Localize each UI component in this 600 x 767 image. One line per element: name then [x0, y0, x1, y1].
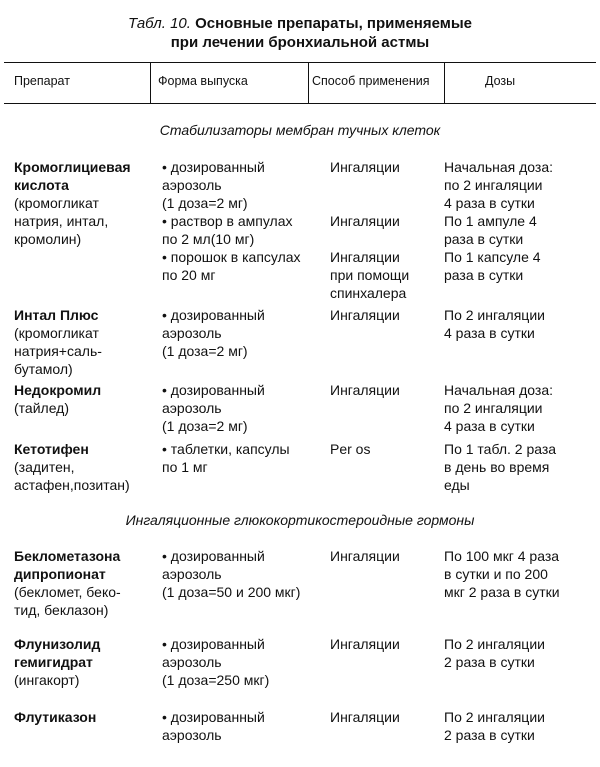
drug-cell — [14, 635, 100, 689]
form-line: • порошок в капсулах — [162, 248, 301, 266]
method-cell: Ингаляции — [330, 636, 400, 652]
form-line: • дозированный — [162, 158, 301, 176]
method-cell: Ингаляции — [330, 159, 400, 175]
dose-cell — [444, 158, 553, 212]
form-line: аэрозоль — [162, 400, 222, 416]
drug-name: кислота — [14, 177, 69, 193]
form-line: • таблетки, капсулы — [162, 440, 290, 458]
form-cell — [162, 440, 290, 476]
drug-synonyms: астафен,позитан) — [14, 477, 130, 493]
header-top-rule — [4, 62, 596, 63]
drug-cell — [14, 306, 102, 378]
drug-cell — [14, 708, 96, 726]
form-cell — [162, 547, 300, 601]
header-separator — [308, 63, 309, 103]
section-heading-corticosteroids: Ингаляционные глюкокортикостероидные гормоны — [125, 512, 475, 528]
form-line: по 1 мг — [162, 459, 208, 475]
dose-cell — [444, 547, 560, 601]
method-cell: Ингаляции — [330, 382, 400, 398]
form-line: аэрозоль — [162, 325, 222, 341]
dose-line: 2 раза в сутки — [444, 654, 535, 670]
dose-cell — [444, 212, 537, 248]
method-cell: Ингаляции — [330, 709, 400, 725]
table-title-line2: при лечении бронхиальной астмы — [170, 34, 430, 51]
drug-name: дипропионат — [14, 566, 106, 582]
dose-line: По 1 ампуле 4 — [444, 213, 537, 229]
table-title — [0, 14, 600, 52]
header-method: Способ применения — [312, 74, 430, 88]
drug-synonyms: (задитен, — [14, 459, 75, 475]
drug-synonyms: кромолин) — [14, 231, 82, 247]
form-line: • дозированный — [162, 381, 265, 399]
dose-line: Начальная доза: — [444, 159, 554, 175]
method-line: спинхалера — [330, 285, 407, 301]
method-cell: Ингаляции — [330, 213, 400, 229]
form-line: по 2 мл(10 мг) — [162, 231, 255, 247]
drug-synonyms: натрия+саль- — [14, 343, 102, 359]
form-line: • дозированный — [162, 306, 265, 324]
header-form: Форма выпуска — [158, 74, 248, 88]
section-heading-mast-cell: Стабилизаторы мембран тучных клеток — [159, 122, 441, 138]
dose-line: в день во время — [444, 459, 550, 475]
header-separator — [444, 63, 445, 103]
form-line: (1 доза=2 мг) — [162, 195, 248, 211]
dose-cell — [444, 248, 541, 284]
drug-synonyms: (кромогликат — [14, 325, 99, 341]
drug-cell — [14, 547, 121, 619]
dose-line: Начальная доза: — [444, 382, 554, 398]
drug-name: Кетотифен — [14, 441, 89, 457]
form-cell — [162, 381, 265, 435]
drug-cell — [14, 440, 130, 494]
method-cell: Ингаляции — [330, 307, 400, 323]
form-line: по 20 мг — [162, 267, 216, 283]
form-cell — [162, 708, 265, 744]
table-number: Табл. 10. — [128, 15, 191, 32]
form-line: • дозированный — [162, 635, 269, 653]
table-title-line1: Основные препараты, применяемые — [195, 15, 472, 32]
header-separator — [150, 63, 151, 103]
form-line: аэрозоль — [162, 654, 222, 670]
dose-cell — [444, 381, 553, 435]
drug-name: Флутиказон — [14, 709, 97, 725]
form-cell — [162, 158, 301, 284]
form-line: (1 доза=250 мкг) — [162, 672, 270, 688]
dose-line: 2 раза в сутки — [444, 727, 535, 743]
header-dose: Дозы — [485, 74, 516, 88]
dose-line: еды — [444, 477, 470, 493]
dose-cell — [444, 635, 545, 671]
form-line: аэрозоль — [162, 727, 222, 743]
form-cell — [162, 635, 269, 689]
drug-synonyms: (бекломет, беко- — [14, 584, 121, 600]
dose-line: раза в сутки — [444, 267, 524, 283]
dose-line: мкг 2 раза в сутки — [444, 584, 560, 600]
drug-name: Беклометазона — [14, 548, 121, 564]
header-drug: Препарат — [14, 74, 70, 88]
drug-synonyms: (тайлед) — [14, 400, 70, 416]
drug-name: Кромоглициевая — [14, 159, 131, 175]
drug-name: Недокромил — [14, 382, 102, 398]
drug-name: гемигидрат — [14, 654, 93, 670]
method-line: при помощи — [330, 267, 410, 283]
dose-line: по 2 ингаляции — [444, 177, 543, 193]
drug-name: Флунизолид — [14, 636, 101, 652]
dose-line: 4 раза в сутки — [444, 325, 535, 341]
form-line: (1 доза=2 мг) — [162, 343, 248, 359]
form-line: • дозированный — [162, 547, 300, 565]
dose-cell — [444, 306, 545, 342]
method-cell: Ингаляции — [330, 548, 400, 564]
drug-synonyms: (кромогликат — [14, 195, 99, 211]
dose-cell — [444, 708, 545, 744]
dose-line: По 2 ингаляции — [444, 709, 545, 725]
method-cell — [330, 248, 409, 302]
form-line: (1 доза=50 и 200 мкг) — [162, 584, 301, 600]
drug-cell — [14, 158, 131, 248]
dose-line: По 2 ингаляции — [444, 307, 545, 323]
dose-line: в сутки и по 200 — [444, 566, 548, 582]
form-cell — [162, 306, 265, 360]
dose-line: 4 раза в сутки — [444, 195, 535, 211]
drug-synonyms: натрия, интал, — [14, 213, 109, 229]
drug-cell — [14, 381, 101, 417]
dose-line: По 1 табл. 2 раза — [444, 441, 557, 457]
method-cell: Per os — [330, 441, 371, 457]
method-line: Ингаляции — [330, 249, 400, 265]
dose-line: По 100 мкг 4 раза — [444, 548, 560, 564]
drug-synonyms: (ингакорт) — [14, 672, 80, 688]
drug-synonyms: бутамол) — [14, 361, 73, 377]
dose-line: по 2 ингаляции — [444, 400, 543, 416]
drug-name: Интал Плюс — [14, 307, 99, 323]
drug-synonyms: тид, беклазон) — [14, 602, 109, 618]
form-line: • дозированный — [162, 708, 265, 726]
form-line: аэрозоль — [162, 566, 222, 582]
dose-line: По 2 ингаляции — [444, 636, 545, 652]
form-line: (1 доза=2 мг) — [162, 418, 248, 434]
dose-cell — [444, 440, 556, 494]
header-bottom-rule — [4, 103, 596, 104]
form-line: • раствор в ампулах — [162, 212, 301, 230]
dose-line: раза в сутки — [444, 231, 524, 247]
dose-line: По 1 капсуле 4 — [444, 249, 541, 265]
dose-line: 4 раза в сутки — [444, 418, 535, 434]
form-line: аэрозоль — [162, 177, 222, 193]
